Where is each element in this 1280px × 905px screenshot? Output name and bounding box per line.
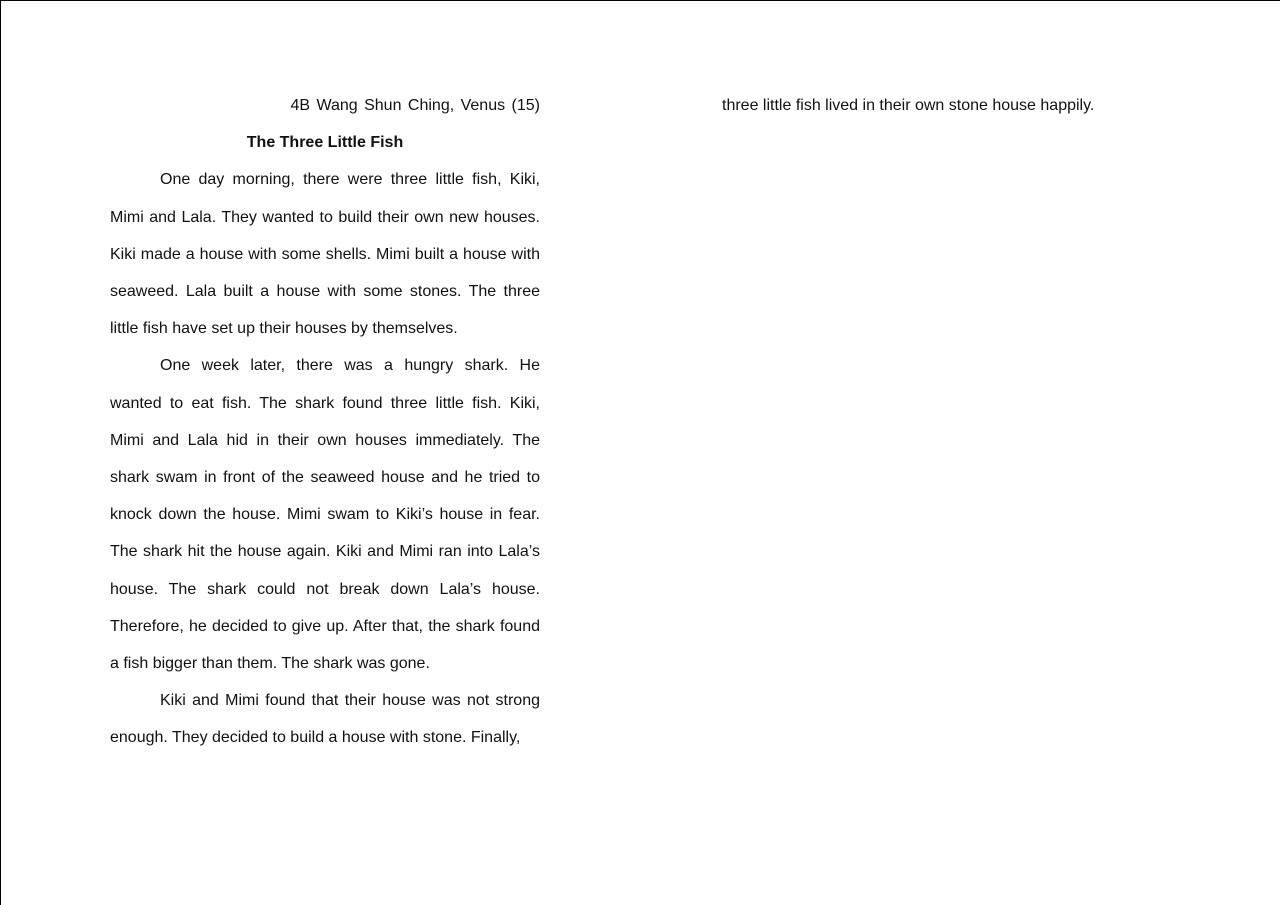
paragraph-1: One day morning, there were three little fish, Kiki, Mimi and Lala. They wanted to build their own new houses. Kiki made a house with some shells. Mimi built a house with seaweed. Lala built a house with some stones. The three little fish have set up their houses by themselves. <box>110 171 540 338</box>
left-column <box>110 87 540 757</box>
paragraph-2: One week later, there was a hungry shark. He wanted to eat fish. The shark found three little fish. Kiki, Mimi and Lala hid in their own houses immediately. The shark swam in front of the seaweed house and he tried to knock down the house. Mimi swam to Kiki’s house in fear. The shark hit the house again. Kiki and Mimi ran into Lala’s house. The shark could not break down Lala’s house. Therefore, he decided to give up. After that, the shark found a fish bigger than them. The shark was gone. <box>110 357 540 673</box>
story-title: The Three Little Fish <box>246 134 404 152</box>
continuation-text: three little fish lived in their own stone house happily. <box>722 97 1095 114</box>
right-column <box>722 87 1152 124</box>
author-line: 4B Wang Shun Ching, Venus (15) <box>290 97 540 114</box>
paragraph-3: Kiki and Mimi found that their house was not strong enough. They decided to build a house with stone. Finally, <box>110 692 540 747</box>
